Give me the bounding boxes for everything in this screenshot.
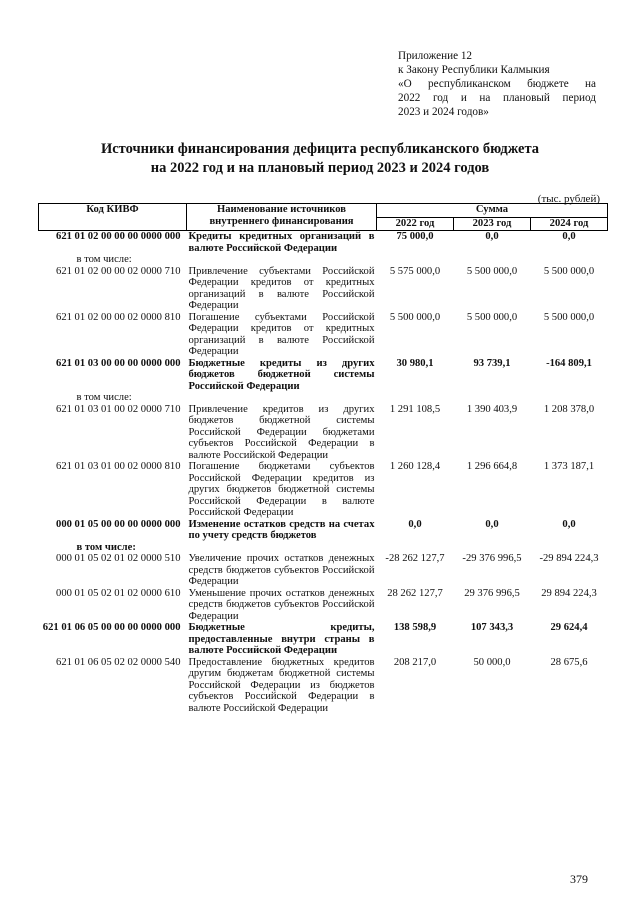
header-code: Код КИВФ (39, 204, 187, 231)
table-row: 621 01 02 00 00 02 0000 810 Погашение субъектами Российской Федерации кредитов от кредитных организаций в валюте Российской Федерации 5 500 000,0 5 500 000,0 5 500 000,0 (56, 311, 595, 357)
including-label: в том числе: (76, 392, 132, 403)
annex-line-5: 2023 и 2024 годов» (398, 106, 489, 118)
header-2023: 2023 год (454, 217, 531, 231)
table-row: 621 01 02 00 00 00 0000 000 Кредиты кредитных организаций в валюте Российской Федерации 75 000,0 0,0 0,0 (56, 231, 576, 254)
including-label: в том числе: (76, 541, 136, 553)
header-name: Наименование источников внутреннего финансирования (187, 204, 377, 231)
annex-line-4: 2022 год и на плановый период (398, 92, 596, 104)
header-2024: 2024 год (531, 217, 608, 231)
table-row: 621 01 03 01 00 02 0000 810 Погашение бюджетами субъектов Российской Федерации кредитов из других бюджетов бюджетной системы Российской Федерации в валюте Российской Федерации 1 260 128,4 1 296 664,8 1 373 187,1 (56, 461, 595, 518)
table-row: 621 01 06 05 00 00 00 0000 000 Бюджетные кредиты, предоставленные внутри страны в валюте Российской Федерации 138 598,9 107 343,3 29 624,4 (42, 622, 588, 656)
annex-block (398, 49, 596, 119)
page-number: 379 (570, 872, 588, 886)
table-row: 000 01 05 02 01 02 0000 510 Увеличение прочих остатков денежных средств бюджетов субъектов Российской Федерации -28 262 127,7 -29 376 996,5 -29 894 224,3 (56, 553, 599, 587)
document-title (40, 140, 600, 178)
title-line-1: Источники финансирования дефицита республиканского бюджета (100, 141, 540, 157)
units-label: (тыс. рублей) (537, 193, 600, 205)
table-row: 000 01 05 02 01 02 0000 610 Уменьшение прочих остатков денежных средств бюджетов субъектов Российской Федерации 28 262 127,7 29 376 996,5 29 894 224,3 (56, 587, 597, 622)
table-header-row (39, 204, 608, 218)
table-row: 621 01 03 01 00 02 0000 710 Привлечение кредитов из других бюджетов бюджетной системы Российской Федерации бюджетами субъектов Российской Федерации в валюте Российской Федерации 1 291 108,5 1 390 403,9 1 208 378,0 (56, 403, 595, 461)
title-line-2: на 2022 год и на плановый период 2023 и 2024 годов (150, 160, 490, 176)
financing-sources-table (38, 203, 608, 714)
subheader-row (39, 392, 608, 404)
including-label: в том числе: (76, 254, 132, 265)
table-row: 000 01 05 00 00 00 0000 000 Изменение остатков средств на счетах по учету средств бюджетов 0,0 0,0 0,0 (56, 518, 576, 541)
annex-line-2: к Закону Республики Калмыкия (398, 64, 550, 76)
table-row: 621 01 06 05 02 02 0000 540 Предоставление бюджетных кредитов другим бюджетам бюджетной системы Российской Федерации из бюджетов субъектов Российской Федерации в валюте Российской Федерации 208 217,0 50 000,0 28 675,6 (56, 656, 588, 714)
header-2022: 2022 год (377, 217, 454, 231)
table-row: 621 01 02 00 00 02 0000 710 Привлечение субъектами Российской Федерации кредитов от кредитных организаций в валюте Российской Федерации 5 575 000,0 5 500 000,0 5 500 000,0 (56, 265, 595, 311)
subheader-row (39, 254, 608, 266)
subheader-row (39, 542, 608, 554)
annex-line-1: Приложение 12 (398, 50, 473, 62)
table-row: 621 01 03 00 00 00 0000 000 Бюджетные кредиты из других бюджетов бюджетной системы Российской Федерации 30 980,1 93 739,1 -164 809,1 (56, 357, 592, 392)
annex-line-3: «О республиканском бюджете на (398, 78, 596, 90)
header-sum: Сумма (377, 204, 608, 218)
